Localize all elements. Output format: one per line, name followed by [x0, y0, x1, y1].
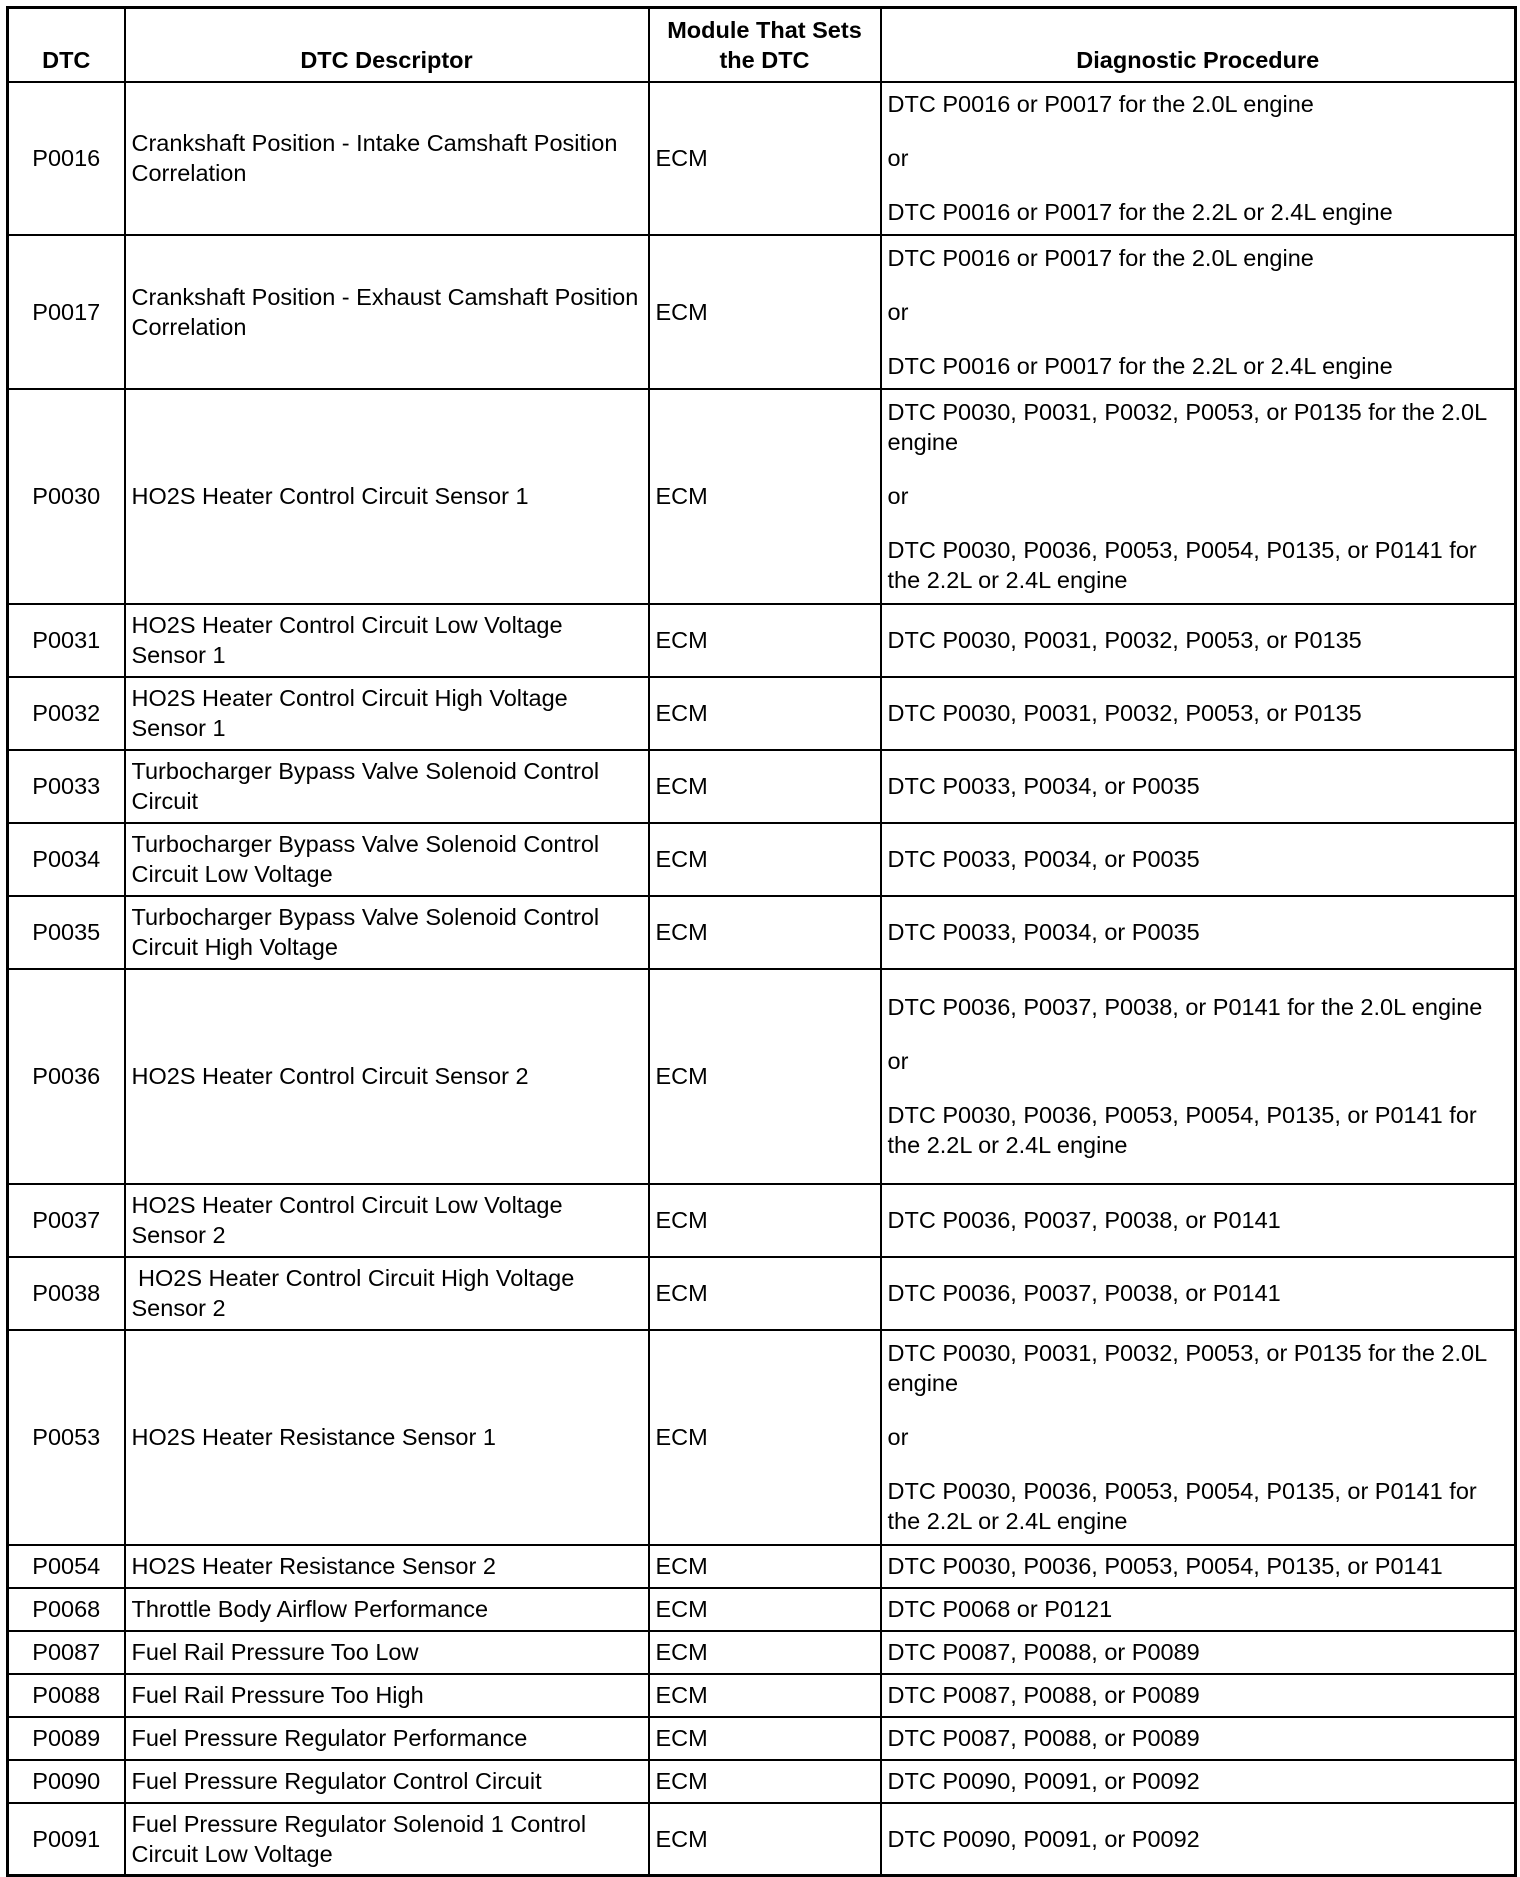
table-row: [8, 389, 1516, 604]
procedure-link[interactable]: DTC P0068 or P0121: [887, 1596, 1113, 1622]
table-row: [8, 823, 1516, 896]
module-cell: ECM: [649, 1588, 881, 1631]
procedure-link[interactable]: DTC P0030, P0036, P0053, P0054, P0135, or P0141: [887, 1553, 1443, 1579]
diagnostic-procedure-cell: [881, 1631, 1516, 1674]
dtc-code-cell: P0089: [8, 1717, 125, 1760]
dtc-table: [6, 6, 1517, 1877]
module-cell: ECM: [649, 1631, 881, 1674]
header-descriptor: DTC Descriptor: [125, 8, 649, 82]
header-dtc: DTC: [8, 8, 125, 82]
header-row: [8, 8, 1516, 82]
dtc-code-cell: P0035: [8, 896, 125, 969]
procedure-or-separator: or: [887, 145, 909, 171]
diagnostic-procedure-cell: [881, 1545, 1516, 1588]
procedure-link[interactable]: DTC P0087, P0088, or P0089: [887, 1639, 1200, 1665]
dtc-code-cell: P0017: [8, 235, 125, 389]
table-row: [8, 1330, 1516, 1545]
module-cell: ECM: [649, 1760, 881, 1803]
table-row: [8, 1545, 1516, 1588]
dtc-descriptor-cell: HO2S Heater Control Circuit High Voltage Sensor 2: [125, 1257, 649, 1330]
dtc-descriptor-cell: Turbocharger Bypass Valve Solenoid Control Circuit: [125, 750, 649, 823]
table-row: [8, 896, 1516, 969]
module-cell: ECM: [649, 1184, 881, 1257]
procedure-link[interactable]: DTC P0033, P0034, or P0035: [887, 846, 1200, 872]
dtc-code-cell: P0038: [8, 1257, 125, 1330]
dtc-code-cell: P0030: [8, 389, 125, 604]
procedure-link[interactable]: DTC P0030, P0036, P0053, P0054, P0135, or P0141 for the 2.2L or 2.4L engine: [887, 1102, 1477, 1158]
dtc-code-cell: P0037: [8, 1184, 125, 1257]
procedure-link[interactable]: DTC P0016 or P0017 for the 2.0L engine: [887, 244, 1314, 271]
diagnostic-procedure-cell: [881, 1330, 1516, 1545]
table-row: [8, 1184, 1516, 1257]
dtc-descriptor-cell: Turbocharger Bypass Valve Solenoid Control Circuit High Voltage: [125, 896, 649, 969]
header-module: Module That Sets the DTC: [649, 8, 881, 82]
procedure-link[interactable]: DTC P0033, P0034, or P0035: [887, 773, 1200, 799]
table-row: [8, 1674, 1516, 1717]
dtc-descriptor-cell: HO2S Heater Control Circuit Low Voltage Sensor 2: [125, 1184, 649, 1257]
diagnostic-procedure-cell: [881, 1588, 1516, 1631]
diagnostic-procedure-cell: [881, 969, 1516, 1184]
diagnostic-procedure-cell: [881, 389, 1516, 604]
diagnostic-procedure-cell: [881, 1184, 1516, 1257]
diagnostic-procedure-cell: [881, 82, 1516, 235]
dtc-descriptor-cell: Fuel Pressure Regulator Control Circuit: [125, 1760, 649, 1803]
table-row: [8, 969, 1516, 1184]
table-row: [8, 1257, 1516, 1330]
dtc-descriptor-cell: HO2S Heater Control Circuit Low Voltage Sensor 1: [125, 604, 649, 677]
diagnostic-procedure-cell: [881, 235, 1516, 389]
diagnostic-procedure-cell: [881, 677, 1516, 750]
dtc-descriptor-cell: Crankshaft Position - Intake Camshaft Position Correlation: [125, 82, 649, 235]
procedure-or-separator: or: [887, 1424, 909, 1450]
module-cell: ECM: [649, 389, 881, 604]
procedure-link[interactable]: DTC P0030, P0031, P0032, P0053, or P0135 for the 2.0L engine: [887, 1340, 1487, 1396]
module-cell: ECM: [649, 1674, 881, 1717]
dtc-descriptor-cell: Fuel Rail Pressure Too Low: [125, 1631, 649, 1674]
dtc-descriptor-cell: Turbocharger Bypass Valve Solenoid Control Circuit Low Voltage: [125, 823, 649, 896]
diagnostic-procedure-cell: [881, 1674, 1516, 1717]
dtc-code-cell: P0036: [8, 969, 125, 1184]
dtc-descriptor-cell: HO2S Heater Resistance Sensor 2: [125, 1545, 649, 1588]
procedure-link[interactable]: DTC P0030, P0036, P0053, P0054, P0135, or P0141 for the 2.2L or 2.4L engine: [887, 1478, 1477, 1534]
dtc-descriptor-cell: Fuel Pressure Regulator Performance: [125, 1717, 649, 1760]
table-body: [8, 82, 1516, 1876]
procedure-link[interactable]: DTC P0036, P0037, P0038, or P0141 for the 2.0L engine: [887, 994, 1483, 1020]
procedure-link[interactable]: DTC P0016 or P0017 for the 2.0L engine: [887, 91, 1314, 117]
table-row: [8, 750, 1516, 823]
dtc-code-cell: P0054: [8, 1545, 125, 1588]
module-cell: ECM: [649, 1803, 881, 1876]
dtc-descriptor-cell: Crankshaft Position - Exhaust Camshaft Position Correlation: [125, 235, 649, 389]
table-header: [8, 8, 1516, 82]
dtc-code-cell: P0034: [8, 823, 125, 896]
table-row: [8, 604, 1516, 677]
module-cell: ECM: [649, 235, 881, 389]
header-procedure: Diagnostic Procedure: [881, 8, 1516, 82]
procedure-link[interactable]: DTC P0016 or P0017 for the 2.2L or 2.4L engine: [887, 199, 1393, 225]
module-cell: ECM: [649, 1257, 881, 1330]
procedure-or-separator: or: [887, 1048, 909, 1074]
dtc-descriptor-cell: HO2S Heater Resistance Sensor 1: [125, 1330, 649, 1545]
diagnostic-procedure-cell: [881, 1760, 1516, 1803]
procedure-link[interactable]: DTC P0030, P0031, P0032, P0053, or P0135: [887, 700, 1362, 726]
procedure-link[interactable]: DTC P0033, P0034, or P0035: [887, 919, 1200, 945]
dtc-code-cell: P0032: [8, 677, 125, 750]
module-cell: ECM: [649, 1545, 881, 1588]
procedure-link[interactable]: DTC P0090, P0091, or P0092: [887, 1825, 1200, 1852]
module-cell: ECM: [649, 1330, 881, 1545]
table-row: [8, 82, 1516, 235]
dtc-code-cell: P0087: [8, 1631, 125, 1674]
diagnostic-procedure-cell: [881, 604, 1516, 677]
diagnostic-procedure-cell: [881, 1717, 1516, 1760]
procedure-link[interactable]: DTC P0090, P0091, or P0092: [887, 1768, 1200, 1794]
diagnostic-procedure-cell: [881, 1257, 1516, 1330]
dtc-descriptor-cell: Fuel Pressure Regulator Solenoid 1 Control Circuit Low Voltage: [125, 1803, 649, 1876]
procedure-link[interactable]: DTC P0036, P0037, P0038, or P0141: [887, 1280, 1281, 1306]
diagnostic-procedure-cell: [881, 896, 1516, 969]
table-row: [8, 1588, 1516, 1631]
procedure-link[interactable]: DTC P0036, P0037, P0038, or P0141: [887, 1207, 1281, 1233]
module-cell: ECM: [649, 677, 881, 750]
table-row: [8, 677, 1516, 750]
dtc-descriptor-cell: HO2S Heater Control Circuit Sensor 2: [125, 969, 649, 1184]
procedure-link[interactable]: DTC P0016 or P0017 for the 2.2L or 2.4L engine: [887, 352, 1393, 379]
dtc-descriptor-cell: Fuel Rail Pressure Too High: [125, 1674, 649, 1717]
dtc-code-cell: P0016: [8, 82, 125, 235]
procedure-link[interactable]: DTC P0087, P0088, or P0089: [887, 1682, 1200, 1708]
dtc-code-cell: P0053: [8, 1330, 125, 1545]
table-row: [8, 235, 1516, 389]
module-cell: ECM: [649, 604, 881, 677]
table-row: [8, 1631, 1516, 1674]
module-cell: ECM: [649, 896, 881, 969]
procedure-or-separator: or: [887, 483, 909, 509]
module-cell: ECM: [649, 823, 881, 896]
table-row: [8, 1760, 1516, 1803]
table-row: [8, 1803, 1516, 1876]
table-row: [8, 1717, 1516, 1760]
dtc-code-cell: P0031: [8, 604, 125, 677]
procedure-link[interactable]: DTC P0030, P0036, P0053, P0054, P0135, or P0141 for the 2.2L or 2.4L engine: [887, 537, 1477, 593]
diagnostic-procedure-cell: [881, 823, 1516, 896]
dtc-code-cell: P0088: [8, 1674, 125, 1717]
dtc-code-cell: P0090: [8, 1760, 125, 1803]
module-cell: ECM: [649, 1717, 881, 1760]
dtc-descriptor-cell: Throttle Body Airflow Performance: [125, 1588, 649, 1631]
module-cell: ECM: [649, 969, 881, 1184]
dtc-code-cell: P0068: [8, 1588, 125, 1631]
module-cell: ECM: [649, 750, 881, 823]
module-cell: ECM: [649, 82, 881, 235]
procedure-link[interactable]: DTC P0087, P0088, or P0089: [887, 1725, 1200, 1751]
dtc-descriptor-cell: HO2S Heater Control Circuit High Voltage Sensor 1: [125, 677, 649, 750]
dtc-descriptor-cell: HO2S Heater Control Circuit Sensor 1: [125, 389, 649, 604]
diagnostic-procedure-cell: [881, 1803, 1516, 1876]
procedure-link[interactable]: DTC P0030, P0031, P0032, P0053, or P0135: [887, 627, 1362, 653]
dtc-code-cell: P0033: [8, 750, 125, 823]
dtc-code-cell: P0091: [8, 1803, 125, 1876]
procedure-link[interactable]: DTC P0030, P0031, P0032, P0053, or P0135 for the 2.0L engine: [887, 399, 1487, 455]
procedure-or-separator: or: [887, 298, 909, 325]
diagnostic-procedure-cell: [881, 750, 1516, 823]
